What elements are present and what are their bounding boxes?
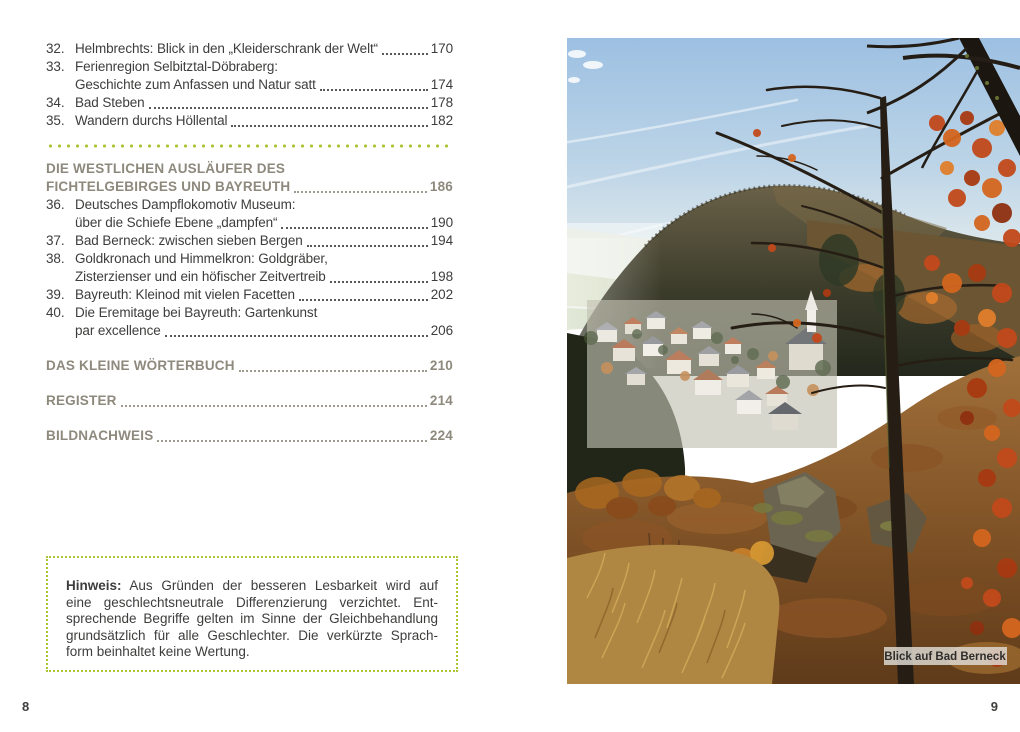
dot-leader [316, 76, 431, 94]
entry-number: 38. [46, 251, 65, 266]
section-heading-line1 [46, 160, 453, 178]
hint-text: Aus Gründen der besseren Lesbarkeit wird auf [121, 578, 438, 593]
dot-leader [290, 178, 430, 196]
entry-page: 202 [430, 287, 453, 302]
hinweis-box [46, 556, 458, 672]
toc-entry [46, 94, 453, 112]
entry-page: 198 [430, 269, 453, 284]
entry-title: Goldkronach und Himmelkron: Goldgräber, [75, 251, 328, 266]
photo-caption [884, 647, 1007, 665]
entry-number: 37. [46, 233, 65, 248]
backmatter-page: 214 [429, 393, 453, 408]
entry-number: 32. [46, 41, 65, 56]
toc-entry [46, 304, 453, 322]
photo-blick-auf-bad-berneck [567, 38, 1020, 684]
section-heading-line2 [46, 178, 453, 196]
hint-line [66, 578, 438, 595]
entry-page: 190 [430, 215, 453, 230]
dry-grass [567, 545, 779, 684]
backmatter-bildnachweis [46, 427, 453, 445]
entry-number [46, 214, 75, 232]
entry-title: par excellence [75, 323, 161, 338]
section-title: DIE WESTLICHEN AUSLÄUFER DES [46, 161, 286, 176]
hint-line: grundsätzlich für alle Geschlechter. Die verkürzte Sprach- [66, 627, 438, 643]
entry-title: Bad Berneck: zwischen sieben Bergen [75, 233, 303, 248]
backmatter-page: 210 [429, 358, 453, 373]
toc-entry [46, 286, 453, 304]
toc-entry [46, 40, 453, 58]
entry-number: 35. [46, 113, 65, 128]
entry-title: Ferienregion Selbitztal-Döbraberg: [75, 59, 278, 74]
toc-entry [46, 58, 453, 76]
toc-entry [46, 76, 453, 94]
page-number-right: 9 [990, 699, 998, 714]
dot-leader [303, 232, 431, 250]
section-title: FICHTELGEBIRGES UND BAYREUTH [46, 179, 291, 194]
entry-number: 36. [46, 197, 65, 212]
page-number-left: 8 [22, 699, 30, 714]
entry-number [46, 268, 75, 286]
table-of-contents [46, 40, 453, 445]
entry-page: 178 [430, 95, 453, 110]
toc-entry [46, 232, 453, 250]
section-page: 186 [429, 179, 453, 194]
backmatter-title: BILDNACHWEIS [46, 428, 154, 443]
dot-leader [227, 112, 430, 130]
green-dotted-divider [46, 144, 453, 148]
entry-page: 170 [430, 41, 453, 56]
dot-leader [161, 322, 431, 340]
hint-label: Hinweis: [66, 578, 122, 593]
village [584, 290, 837, 448]
entry-title: Deutsches Dampflokomotiv Museum: [75, 197, 296, 212]
entry-number: 39. [46, 287, 65, 302]
backmatter-page: 224 [429, 428, 453, 443]
dot-leader [117, 392, 430, 410]
dot-leader [378, 40, 431, 58]
toc-entry [46, 214, 453, 232]
dot-leader [153, 427, 429, 445]
entry-title: Bad Steben [75, 95, 145, 110]
dot-leader [145, 94, 431, 112]
entry-title: Geschichte zum Anfassen und Natur satt [75, 77, 316, 92]
entry-title: Zisterzienser und ein höfischer Zeitvertreib [75, 269, 326, 284]
backmatter-title: DAS KLEINE WÖRTERBUCH [46, 358, 235, 373]
toc-entry [46, 268, 453, 286]
toc-entry [46, 250, 453, 268]
dot-leader [235, 357, 430, 375]
hint-line: eine geschlechtsneutrale Differenzierung verzichtet. Ent- [66, 594, 438, 610]
entry-page: 206 [430, 323, 453, 338]
entry-page: 174 [430, 77, 453, 92]
entry-title: Bayreuth: Kleinod mit vielen Facetten [75, 287, 295, 302]
toc-entry [46, 322, 453, 340]
backmatter-register [46, 392, 453, 410]
entry-title: über die Schiefe Ebene „dampfen“ [75, 215, 278, 230]
entry-number: 40. [46, 305, 65, 320]
hint-line: sprechende Begriffe gelten im Sinne der Gleichbehandlung [66, 611, 438, 626]
entry-number: 34. [46, 95, 65, 110]
entry-title: Helmbrechts: Blick in den „Kleiderschrank der Welt“ [75, 41, 379, 56]
entry-title: Die Eremitage bei Bayreuth: Gartenkunst [75, 305, 318, 320]
dot-leader [326, 268, 431, 286]
dot-leader [277, 214, 430, 232]
backmatter-title: REGISTER [46, 393, 117, 408]
entry-number [46, 76, 75, 94]
entry-number: 33. [46, 59, 65, 74]
dot-leader [295, 286, 431, 304]
entry-page: 194 [430, 233, 453, 248]
backmatter-woerterbuch [46, 357, 453, 375]
toc-entry [46, 112, 453, 130]
hint-line: form beinhaltet keine Wertung. [66, 644, 250, 659]
entry-title: Wandern durchs Höllental [75, 113, 228, 128]
entry-page: 182 [430, 113, 453, 128]
toc-entry [46, 196, 453, 214]
caption-text: Blick auf Bad Berneck [884, 651, 1006, 663]
entry-number [46, 322, 75, 340]
